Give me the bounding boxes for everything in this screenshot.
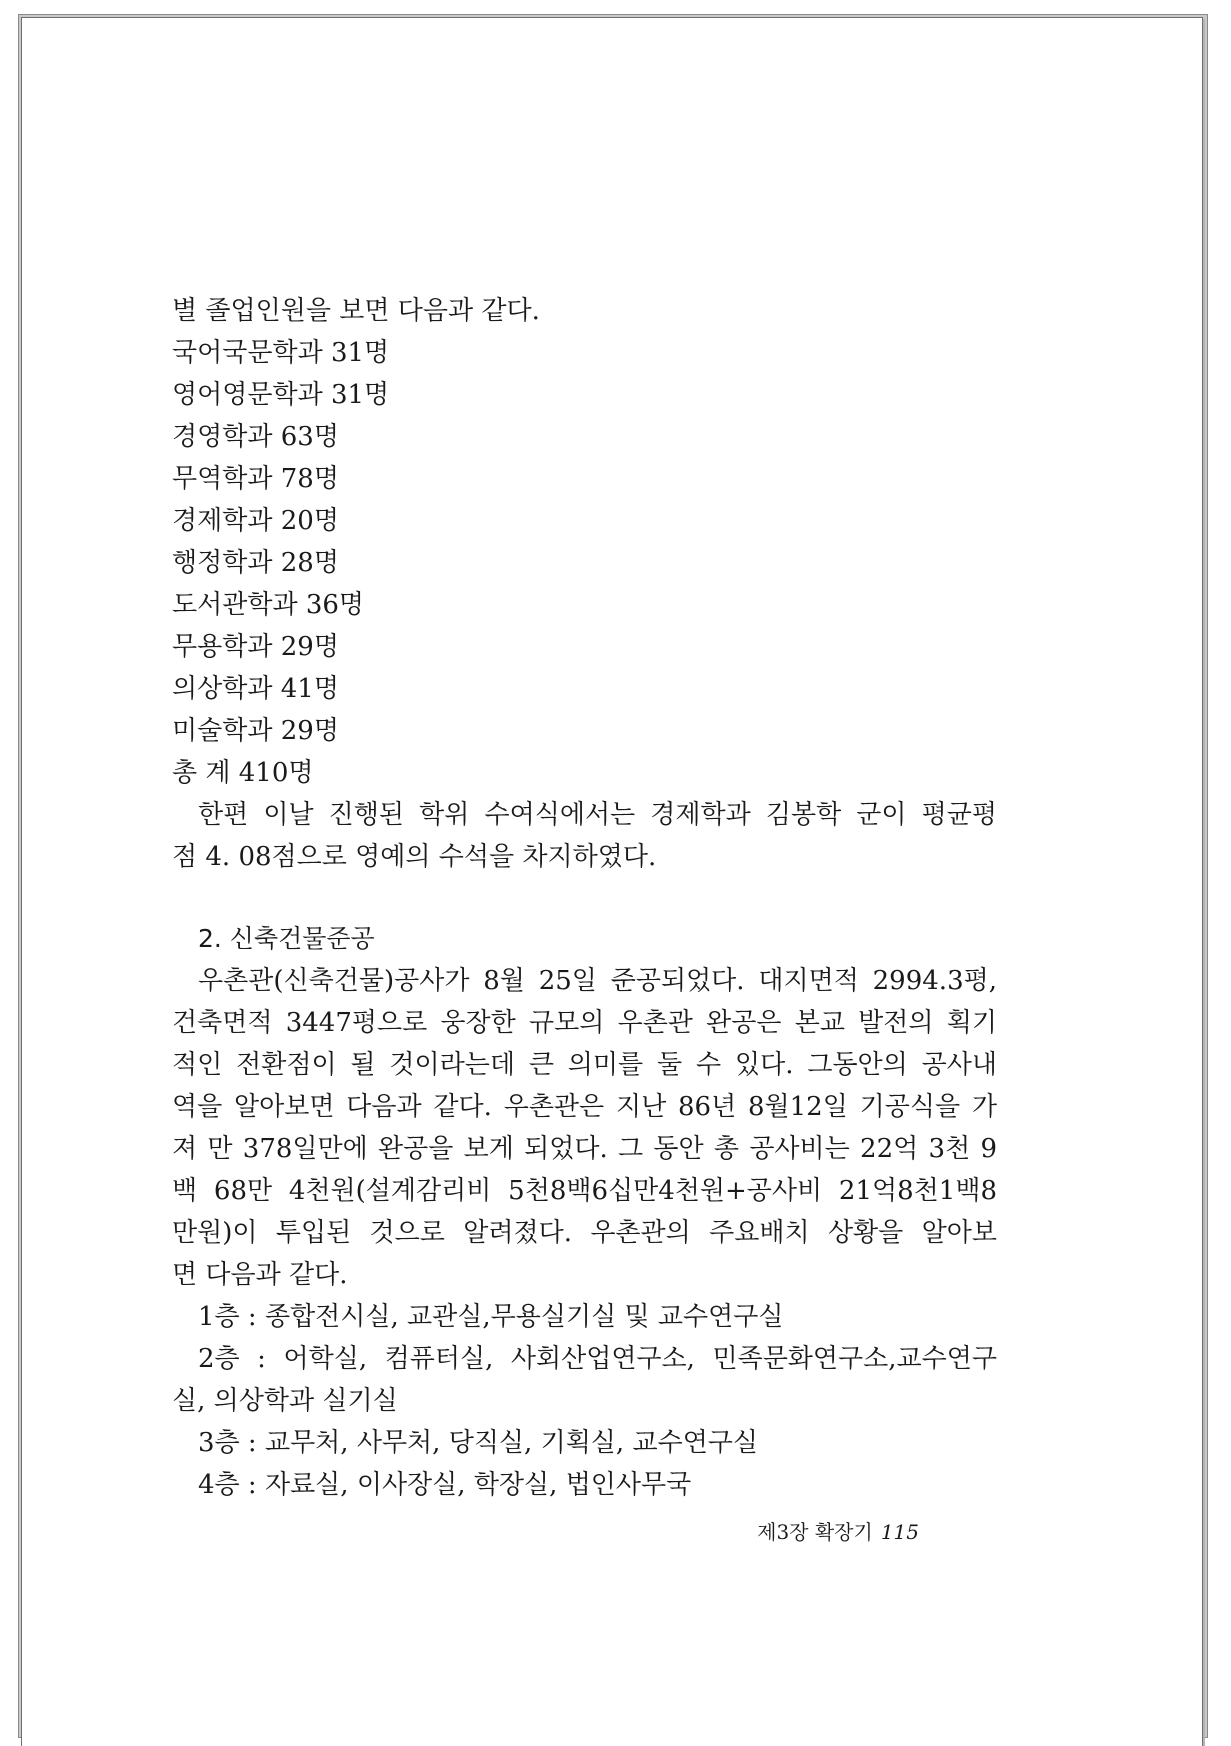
paragraph-line: 져 만 378일만에 완공을 보게 되었다. 그 동안 총 공사비는 22억 3천 9 <box>172 1134 997 1164</box>
floor-item-1: 1층 : 종합전시실, 교관실,무용실기실 및 교수연구실 <box>198 1302 784 1332</box>
page-number: 115 <box>880 1520 919 1544</box>
page-footer <box>757 1516 919 1545</box>
paragraph-line: 우촌관(신축건물)공사가 8월 25일 준공되었다. 대지면적 2994.3평, <box>198 966 997 996</box>
department-list <box>172 332 997 752</box>
department-item: 경제학과 20명 <box>172 506 339 536</box>
paragraph-line: 만원)이 투입된 것으로 알려졌다. 우촌관의 주요배치 상황을 알아보 <box>172 1218 997 1248</box>
paragraph-line: 적인 전환점이 될 것이라는데 큰 의미를 둘 수 있다. 그동안의 공사내 <box>172 1050 997 1080</box>
book-page <box>21 17 1203 1746</box>
floor-item-2: 2층 : 어학실, 컴퓨터실, 사회산업연구소, 민족문화연구소,교수연구 <box>198 1344 997 1374</box>
section-spacer <box>172 878 997 918</box>
section-heading: 2. 신축건물준공 <box>198 924 375 953</box>
floor-item-2-continued: 실, 의상학과 실기실 <box>172 1386 398 1416</box>
department-item: 무역학과 78명 <box>172 464 339 494</box>
honor-paragraph-line: 한편 이날 진행된 학위 수여식에서는 경제학과 김봉학 군이 평균평 <box>198 800 997 830</box>
department-item: 무용학과 29명 <box>172 632 339 662</box>
paragraph-line: 건축면적 3447평으로 웅장한 규모의 우촌관 완공은 본교 발전의 획기 <box>172 1008 997 1038</box>
department-item: 의상학과 41명 <box>172 674 339 704</box>
chapter-title: 제3장 확장기 <box>757 1520 873 1544</box>
floor-item-3: 3층 : 교무처, 사무처, 당직실, 기획실, 교수연구실 <box>198 1428 759 1458</box>
intro-line: 별 졸업인원을 보면 다음과 같다. <box>172 296 540 326</box>
department-item: 미술학과 29명 <box>172 716 339 746</box>
department-item: 영어영문학과 31명 <box>172 380 390 410</box>
floor-list <box>172 1296 997 1506</box>
total-line: 총 계 410명 <box>172 758 314 788</box>
paragraph-line: 백 68만 4천원(설계감리비 5천8백6십만4천원+공사비 21억8천1백8 <box>172 1176 997 1206</box>
construction-paragraph <box>172 960 997 1296</box>
floor-item-4: 4층 : 자료실, 이사장실, 학장실, 법인사무국 <box>198 1470 692 1500</box>
department-item: 경영학과 63명 <box>172 422 339 452</box>
honor-paragraph-line: 점 4. 08점으로 영예의 수석을 차지하였다. <box>172 842 657 872</box>
department-item: 도서관학과 36명 <box>172 590 365 620</box>
paragraph-line: 면 다음과 같다. <box>172 1260 348 1290</box>
page-stack-shadow <box>18 14 1208 1738</box>
department-item: 국어국문학과 31명 <box>172 338 390 368</box>
paragraph-line: 역을 알아보면 다음과 같다. 우촌관은 지난 86년 8월12일 기공식을 가 <box>172 1092 997 1122</box>
page-body <box>172 290 997 1506</box>
department-item: 행정학과 28명 <box>172 548 339 578</box>
